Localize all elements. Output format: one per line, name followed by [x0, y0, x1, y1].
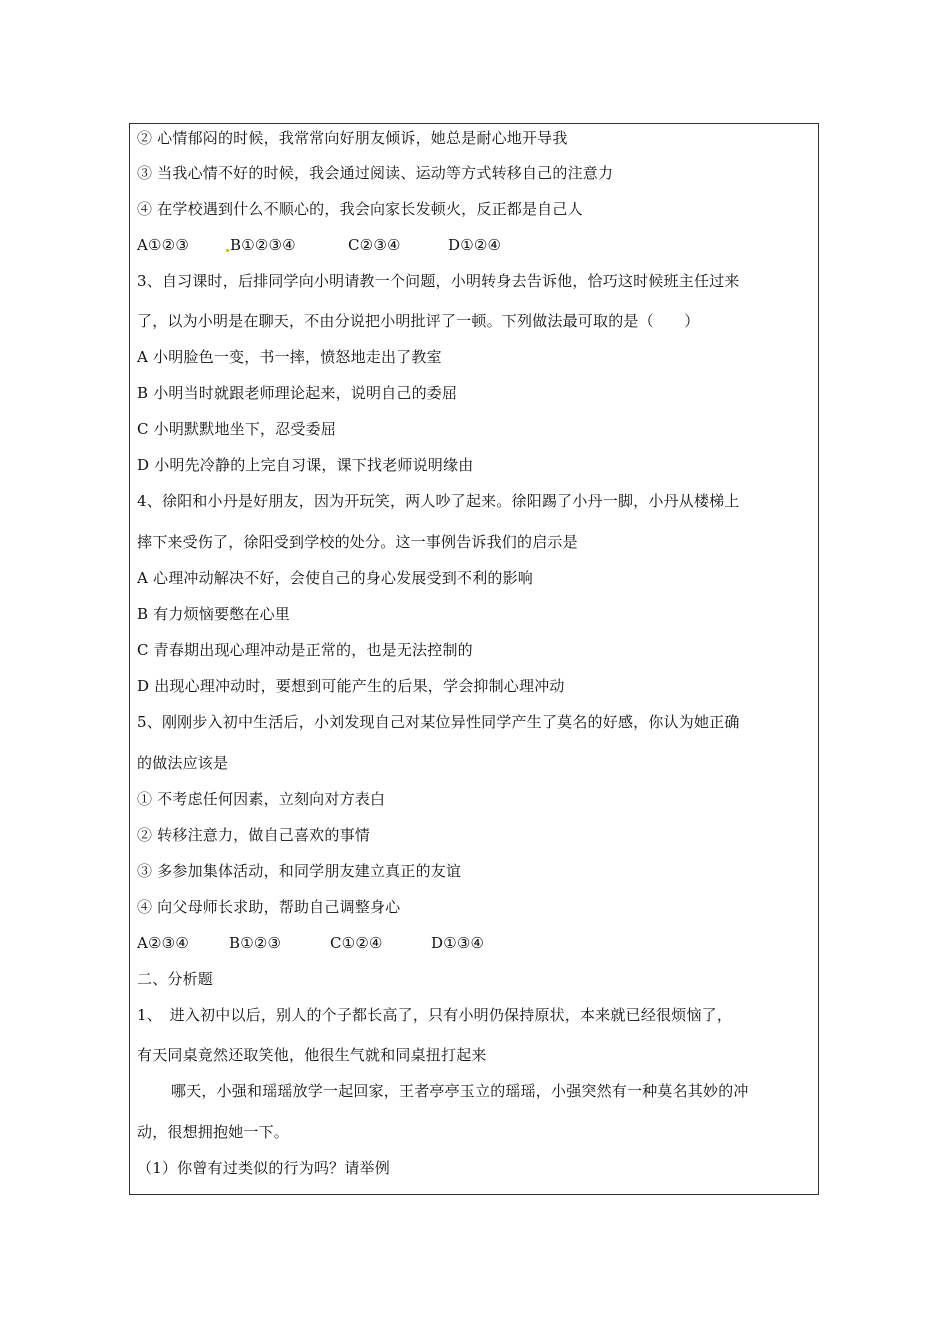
text-line: 的做法应该是: [137, 754, 229, 772]
text-line: 1、 进入初中以后，别人的个子都长高了，只有小明仍保持原状，本来就已经很烦恼了，: [137, 1006, 733, 1024]
text-line: 5、刚刚步入初中生活后，小刘发现自己对某位异性同学产生了莫名的好感，你认为她正确: [137, 713, 740, 731]
text-line: 摔下来受伤了，徐阳受到学校的处分。这一事例告诉我们的启示是: [137, 533, 578, 551]
text-line: C 小明默默地坐下，忍受委屈: [137, 420, 337, 438]
text-line: B 小明当时就跟老师理论起来，说明自己的委屈: [137, 384, 458, 402]
q2-options: [137, 235, 501, 255]
text-line: ③ 当我心情不好的时候，我会通过阅读、运动等方式转移自己的注意力: [137, 164, 614, 182]
text-line: ③ 多参加集体活动，和同学朋友建立真正的友谊: [137, 862, 462, 880]
text-line: ① 不考虑任何因素，立刻向对方表白: [137, 790, 386, 808]
option-a: A②③④: [137, 934, 189, 952]
q5-options: [137, 933, 484, 953]
section-heading: 二、分析题: [137, 970, 214, 988]
option-c: C①②④: [330, 934, 383, 952]
text-line: A 心理冲动解决不好，会使自己的身心发展受到不利的影响: [137, 569, 534, 587]
option-a: A①②③: [137, 236, 189, 254]
option-b: B①②③: [229, 934, 282, 952]
text-line: ② 心情郁闷的时候，我常常向好朋友倾诉，她总是耐心地开导我: [137, 129, 568, 147]
text-line: ④ 在学校遇到什么不顺心的，我会向家长发顿火，反正都是自己人: [137, 200, 583, 218]
option-c: C②③④: [348, 236, 401, 254]
text-line: A 小明脸色一变，书一摔，愤怒地走出了教室: [137, 348, 442, 366]
text-line: ④ 向父母师长求助，帮助自己调整身心: [137, 898, 401, 916]
text-line: 3、自习课时，后排同学向小明请教一个问题，小明转身去告诉他，恰巧这时候班主任过来: [137, 272, 740, 290]
text-line: D 出现心理冲动时，要想到可能产生的后果，学会抑制心理冲动: [137, 677, 565, 695]
text-line: 哪天，小强和瑶瑶放学一起回家，王者亭亭玉立的瑶瑶，小强突然有一种莫名其妙的冲: [171, 1082, 749, 1100]
mark-dot: [226, 249, 229, 252]
text-line: 4、徐阳和小丹是好朋友，因为开玩笑，两人吵了起来。徐阳踢了小丹一脚，小丹从楼梯上: [137, 492, 740, 510]
text-line: 有天同桌竟然还取笑他，他很生气就和同桌扭打起来: [137, 1046, 487, 1064]
text-line: D 小明先冷静的上完自习课，课下找老师说明缘由: [137, 456, 474, 474]
text-line: （1）你曾有过类似的行为吗？请举例: [137, 1159, 390, 1177]
option-d: D①②④: [448, 236, 502, 254]
option-d: D①③④: [431, 934, 485, 952]
text-line: ② 转移注意力，做自己喜欢的事情: [137, 826, 370, 844]
text-line: 了，以为小明是在聊天，不由分说把小明批评了一顿。下列做法最可取的是（ ）: [137, 312, 700, 330]
text-line: B 有力烦恼要憋在心里: [137, 605, 290, 623]
text-line: C 青春期出现心理冲动是正常的，也是无法控制的: [137, 641, 473, 659]
option-b: B①②③④: [230, 236, 296, 254]
text-line: 动，很想拥抱她一下。: [137, 1123, 290, 1141]
